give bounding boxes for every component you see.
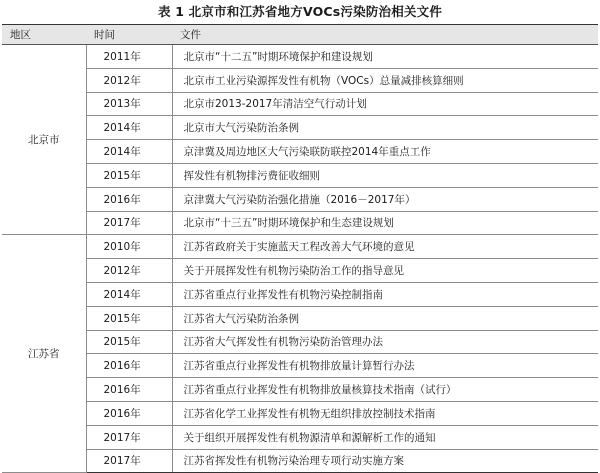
year-cell: 2015年 xyxy=(86,306,172,330)
table-row xyxy=(2,449,598,473)
document-cell: 挥发性有机物排污费征收细则 xyxy=(172,163,598,187)
header-region: 地区 xyxy=(2,25,86,45)
year-cell: 2016年 xyxy=(86,187,172,211)
year-cell: 2014年 xyxy=(86,116,172,140)
year-cell: 2013年 xyxy=(86,92,172,116)
year-cell: 2015年 xyxy=(86,163,172,187)
document-cell: 京津冀及周边地区大气污染联防联控2014年重点工作 xyxy=(172,140,598,164)
region-cell: 江苏省 xyxy=(2,235,86,473)
table-row xyxy=(2,140,598,164)
table-row xyxy=(2,401,598,425)
year-cell: 2012年 xyxy=(86,259,172,283)
table-row xyxy=(2,68,598,92)
table-row xyxy=(2,92,598,116)
table-row xyxy=(2,163,598,187)
year-cell: 2017年 xyxy=(86,449,172,473)
table-header-row xyxy=(2,25,598,45)
document-cell: 江苏省挥发性有机物污染治理专项行动实施方案 xyxy=(172,449,598,473)
document-cell: 北京市2013-2017年清洁空气行动计划 xyxy=(172,92,598,116)
document-cell: 江苏省重点行业挥发性有机物排放量核算技术指南（试行） xyxy=(172,378,598,402)
table-row xyxy=(2,116,598,140)
document-cell: 江苏省大气挥发性有机物污染防治管理办法 xyxy=(172,330,598,354)
table-row xyxy=(2,354,598,378)
year-cell: 2015年 xyxy=(86,330,172,354)
year-cell: 2016年 xyxy=(86,401,172,425)
table-caption: 表 1 北京市和江苏省地方VOCs污染防治相关文件 xyxy=(157,4,443,19)
year-cell: 2014年 xyxy=(86,140,172,164)
year-cell: 2017年 xyxy=(86,425,172,449)
table-row xyxy=(2,330,598,354)
table-row xyxy=(2,45,598,69)
document-cell: 北京市“十三五”时期环境保护和生态建设规划 xyxy=(172,211,598,235)
table-row xyxy=(2,425,598,449)
year-cell: 2017年 xyxy=(86,211,172,235)
table-row xyxy=(2,378,598,402)
policy-table xyxy=(2,24,598,473)
table-row xyxy=(2,282,598,306)
year-cell: 2016年 xyxy=(86,354,172,378)
header-year: 时间 xyxy=(86,25,172,45)
table-body xyxy=(2,45,598,473)
year-cell: 2016年 xyxy=(86,378,172,402)
region-cell: 北京市 xyxy=(2,45,86,235)
document-cell: 北京市工业污染源挥发性有机物（VOCs）总量减排核算细则 xyxy=(172,68,598,92)
year-cell: 2014年 xyxy=(86,282,172,306)
document-cell: 江苏省政府关于实施蓝天工程改善大气环境的意见 xyxy=(172,235,598,259)
table-row xyxy=(2,235,598,259)
document-cell: 北京市“十二五”时期环境保护和建设规划 xyxy=(172,45,598,69)
document-cell: 江苏省大气污染防治条例 xyxy=(172,306,598,330)
year-cell: 2010年 xyxy=(86,235,172,259)
document-cell: 江苏省重点行业挥发性有机物污染控制指南 xyxy=(172,282,598,306)
table-row xyxy=(2,259,598,283)
document-cell: 关于开展挥发性有机物污染防治工作的指导意见 xyxy=(172,259,598,283)
year-cell: 2011年 xyxy=(86,45,172,69)
document-cell: 江苏省重点行业挥发性有机物排放量计算暂行办法 xyxy=(172,354,598,378)
table-row xyxy=(2,306,598,330)
header-document: 文件 xyxy=(172,25,598,45)
year-cell: 2012年 xyxy=(86,68,172,92)
document-cell: 关于组织开展挥发性有机物源清单和源解析工作的通知 xyxy=(172,425,598,449)
table-row xyxy=(2,187,598,211)
document-cell: 北京市大气污染防治条例 xyxy=(172,116,598,140)
document-cell: 江苏省化学工业挥发性有机物无组织排放控制技术指南 xyxy=(172,401,598,425)
table-row xyxy=(2,211,598,235)
document-cell: 京津冀大气污染防治强化措施（2016－2017年） xyxy=(172,187,598,211)
